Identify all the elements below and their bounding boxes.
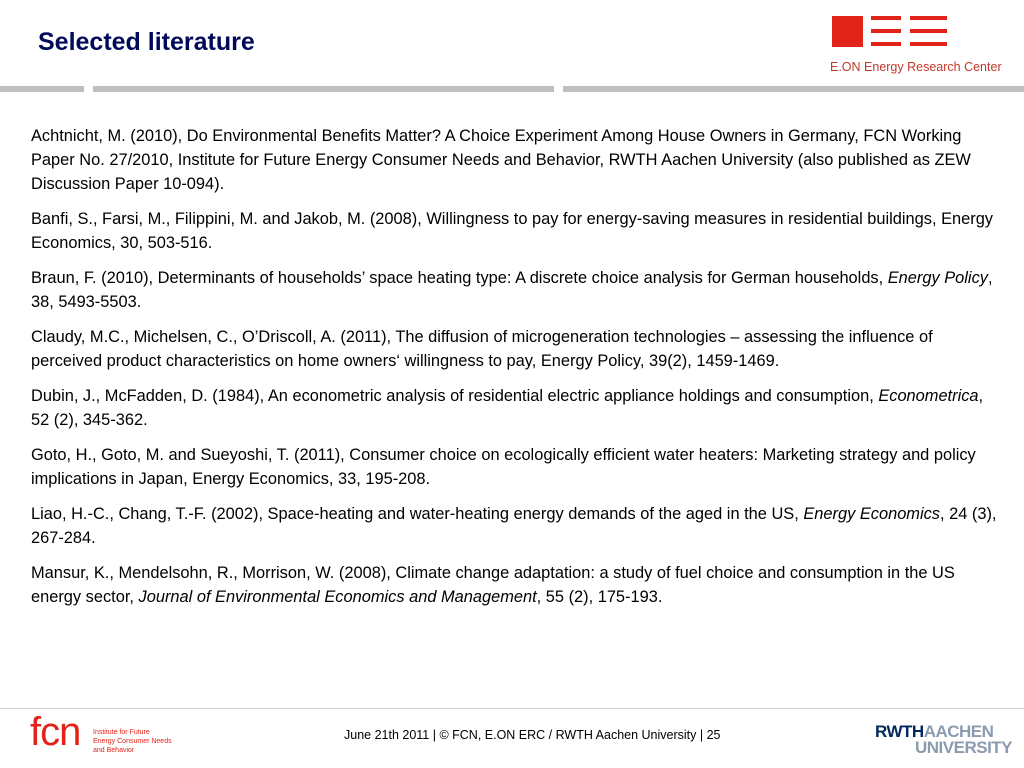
reference-text: Dubin, J., McFadden, D. (1984), An econometric analysis of residential electric appliance holdings and consumption, — [31, 387, 879, 405]
reference-journal: Energy Economics — [803, 505, 940, 523]
fcn-logo — [30, 710, 180, 760]
reference-text: , 38, 5493-5503. — [31, 269, 993, 311]
reference-text: Claudy, M.C., Michelsen, C., O’Driscoll, A. (2011), The diffusion of microgeneration technologies – assessing the influence of perceived product characteristics on home owners‘ willingness to pay, Energy Policy, 39(2), 1459-1469. — [31, 328, 933, 370]
reference-item — [31, 384, 997, 432]
reference-item — [31, 561, 997, 609]
reference-item — [31, 124, 997, 196]
rwth-logo-line2: UNIVERSITY — [915, 738, 1013, 757]
footer-divider — [0, 708, 1024, 709]
reference-journal: Journal of Environmental Economics and Management — [138, 588, 537, 606]
reference-journal: Energy Policy — [887, 269, 988, 287]
reference-text: , 52 (2), 345-362. — [31, 387, 984, 429]
reference-item — [31, 207, 997, 255]
eon-logo-square — [832, 16, 863, 47]
reference-list — [31, 124, 997, 620]
eon-logo-label: E.ON Energy Research Center — [830, 60, 1002, 74]
eon-logo-bar — [910, 29, 947, 33]
reference-text: Braun, F. (2010), Determinants of households’ space heating type: A discrete choice analysis for German households, — [31, 269, 888, 287]
fcn-logo-tagline: Institute for Future Energy Consumer Needs and Behavior — [93, 729, 172, 754]
header-rule-segment — [93, 86, 554, 92]
eon-logo-bar — [871, 29, 901, 33]
reference-text: Mansur, K., Mendelsohn, R., Morrison, W. (2008), Climate change adaptation: a study of fuel choice and consumption in the US energy sector, — [31, 564, 955, 606]
reference-text: Banfi, S., Farsi, M., Filippini, M. and Jakob, M. (2008), Willingness to pay for energy-saving measures in residential buildings, Energy Economics, 30, 503-516. — [31, 210, 994, 252]
fcn-logo-wordmark: fcn — [30, 710, 81, 754]
reference-item — [31, 325, 997, 373]
reference-text: , 24 (3), 267-284. — [31, 505, 997, 547]
rwth-logo-rwth: RWTH — [875, 722, 924, 741]
header-rule-segment — [0, 86, 84, 92]
reference-item — [31, 266, 997, 314]
eon-logo-bar — [910, 16, 947, 20]
rwth-logo — [875, 722, 1013, 757]
reference-text: Achtnicht, M. (2010), Do Environmental Benefits Matter? A Choice Experiment Among House Owners in Germany, FCN Working Paper No. 27/2010, Institute for Future Energy Consumer Needs and Behavior, RWTH Aachen University (also published as ZEW Discussion Paper 10-094). — [31, 127, 971, 193]
eon-erc-logo — [828, 16, 1000, 78]
footer-text: June 21th 2011 | © FCN, E.ON ERC / RWTH Aachen University | 25 — [344, 728, 721, 742]
reference-item — [31, 443, 997, 491]
header-rule-segment — [563, 86, 1024, 92]
rwth-logo-aachen: AACHEN — [923, 722, 994, 741]
reference-text: , 55 (2), 175-193. — [536, 588, 663, 606]
page-title: Selected literature — [38, 28, 255, 56]
reference-journal: Econometrica — [878, 387, 979, 405]
eon-logo-bar — [910, 42, 947, 46]
eon-logo-bar — [871, 42, 901, 46]
reference-item — [31, 502, 997, 550]
reference-text: Goto, H., Goto, M. and Sueyoshi, T. (2011), Consumer choice on ecologically efficient water heaters: Marketing strategy and policy implications in Japan, Energy Economics, 33, 195-208. — [31, 446, 976, 488]
eon-logo-bar — [871, 16, 901, 20]
reference-text: Liao, H.-C., Chang, T.-F. (2002), Space-heating and water-heating energy demands of the aged in the US, — [31, 505, 804, 523]
